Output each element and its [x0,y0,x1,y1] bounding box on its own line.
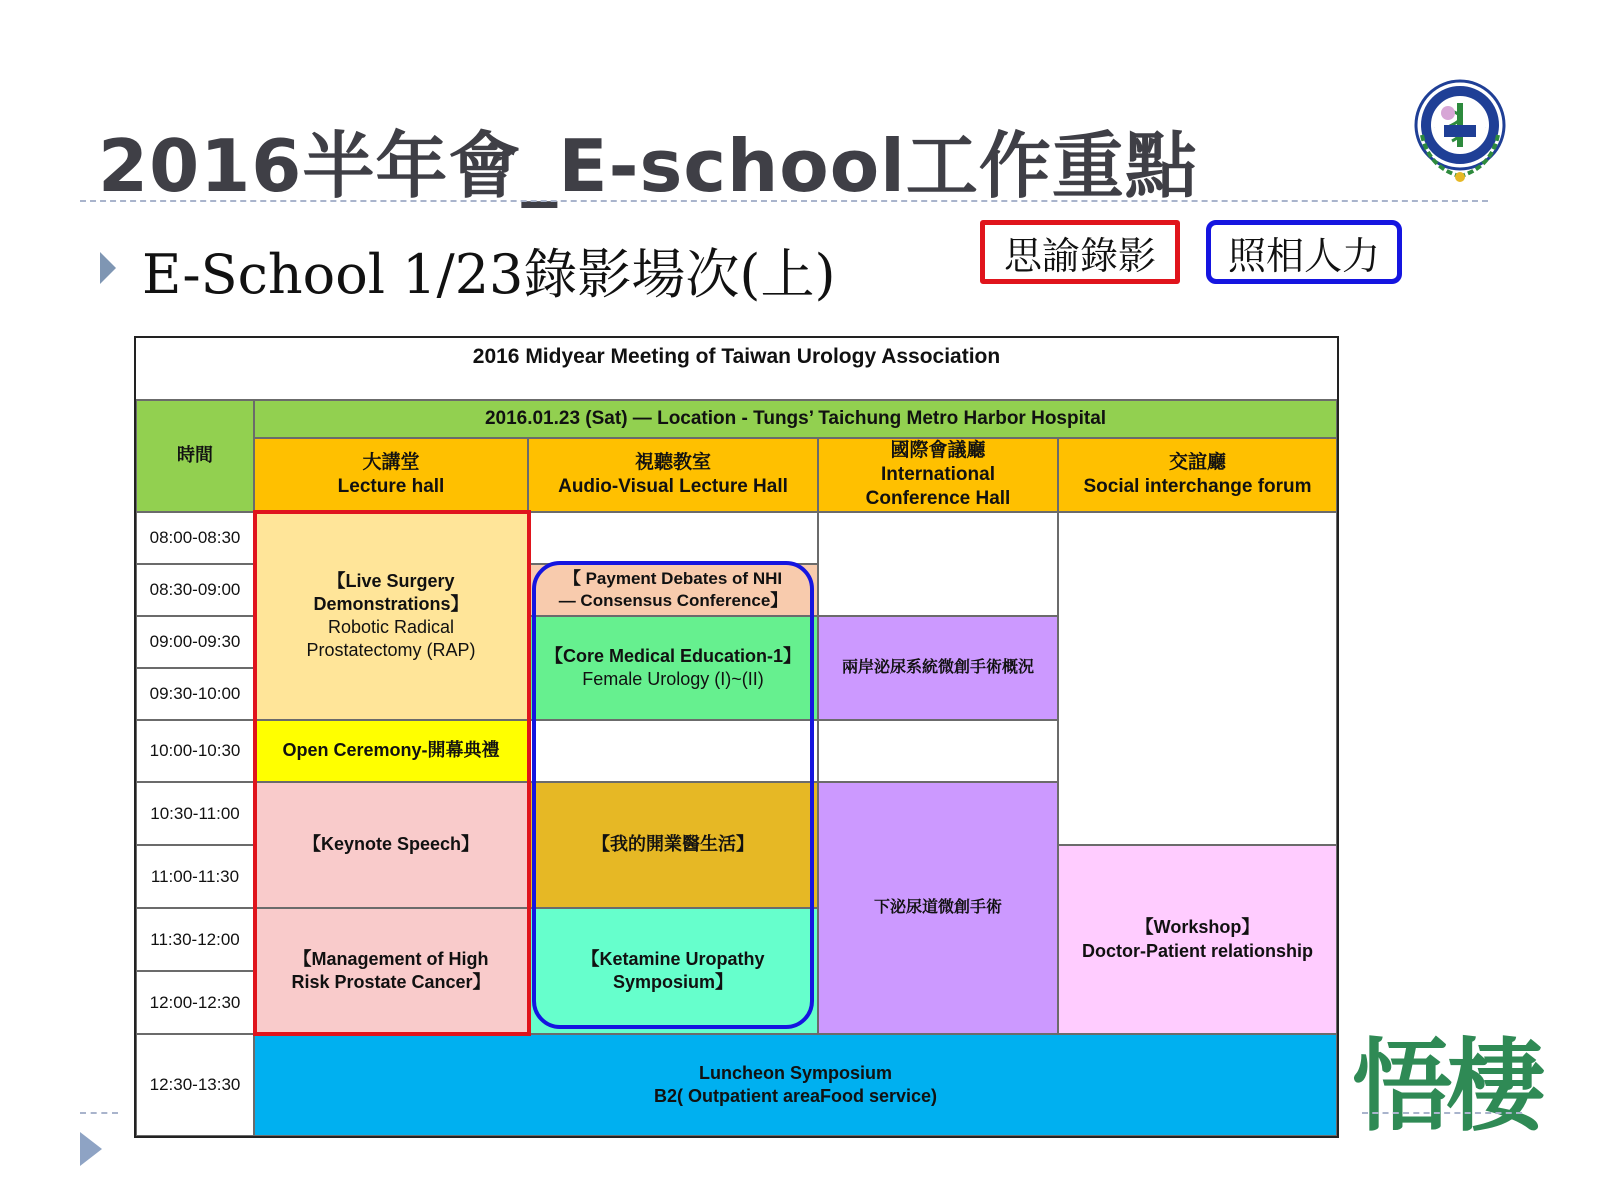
time-slot-text: 09:30-10:00 [149,684,241,704]
time-slot-text: 11:00-11:30 [150,866,240,886]
time-slot-text: 12:30-13:30 [149,1075,241,1095]
venue-lecture-hall [254,438,528,512]
time-slot [136,720,254,782]
time-header [136,400,254,512]
venue-zh: 視聽教室 [634,451,711,473]
venue-en: Social interchange forum [1083,476,1312,497]
tua-logo-icon [1412,75,1508,191]
time-slot [136,908,254,971]
venue-social-forum [1058,438,1337,512]
legend-red-box [980,220,1180,284]
session-subtitle: B2( Outpatient areaFood service) [653,1086,938,1106]
time-slot-text: 09:00-09:30 [149,632,241,652]
empty-cell [818,512,1058,616]
legend-blue-box [1206,220,1402,284]
time-slot [136,564,254,616]
venue-av-hall [528,438,818,512]
session-workshop [1058,845,1337,1034]
time-slot [136,512,254,564]
venue-en: Lecture hall [337,476,445,497]
slide-subtitle: E-School 1/23錄影場次(上) [142,243,836,306]
session-title: 【Core Medical Education-1】 [544,645,802,666]
session-core-medical [528,616,818,720]
legend-red-label: 思諭錄影 [1003,233,1156,278]
time-slot-text: 10:00-10:30 [149,741,241,761]
time-slot [136,1034,254,1136]
session-title: 【Management of High Risk Prostate Cancer】 [291,948,491,992]
session-payment-debates [528,564,818,616]
venue-zh: 大講堂 [362,451,420,473]
time-slot-text: 11:30-12:00 [150,929,240,949]
venue-en: International Conference Hall [865,463,1011,510]
footer-divider-right [1362,1112,1522,1114]
venue-zh: 國際會議廳 [890,439,986,461]
time-slot-text: 08:00-08:30 [149,528,241,548]
time-slot [136,971,254,1034]
session-my-practice [528,782,818,908]
session-title: Open Ceremony-開幕典禮 [282,740,500,761]
slide-title: 2016半年會_E-school工作重點 [98,124,1198,208]
venue-en: Audio-Visual Lecture Hall [558,476,788,497]
empty-cell [818,720,1058,782]
session-keynote [254,782,528,908]
venue-international-hall [818,438,1058,512]
date-location-text: 2016.01.23 (Sat) — Location - Tungs’ Taichung Metro Harbor Hospital [484,407,1107,429]
time-slot-text: 10:30-11:00 [150,803,240,823]
watermark-text: 悟棲 [1352,1027,1540,1145]
footer-divider-left [80,1112,118,1114]
date-location-banner [254,400,1337,438]
session-high-risk [254,908,528,1034]
session-title: 【Keynote Speech】 [302,834,480,855]
title-divider [80,200,1488,202]
time-slot-text: 12:00-12:30 [149,992,241,1012]
time-header-text: 時間 [177,445,213,466]
session-title: 下泌尿道微創手術 [873,898,1002,916]
time-slot [136,782,254,845]
session-subtitle: Robotic Radical Prostatectomy (RAP) [306,617,476,661]
empty-cell [528,512,818,564]
session-title: 【 Payment Debates of NHI— Consensus Conference】 [558,569,788,610]
session-title: 【Live Surgery Demonstrations】 [313,570,469,614]
session-title: Luncheon Symposium [698,1062,893,1083]
schedule-title [136,338,1337,400]
venue-zh: 交誼廳 [1168,451,1226,473]
empty-cell [1058,512,1337,845]
bullet-arrow-icon [100,252,116,284]
session-lower-urinary [818,782,1058,1034]
session-title: 【Workshop】 [1135,917,1260,938]
time-slot-text: 08:30-09:00 [149,580,241,600]
session-cross-strait [818,616,1058,720]
time-slot [136,616,254,668]
session-subtitle: Female Urology (I)~(II) [582,669,764,689]
session-luncheon [254,1034,1337,1136]
time-slot [136,845,254,908]
schedule-title-text: 2016 Midyear Meeting of Taiwan Urology Association [472,345,1001,368]
session-title: 【我的開業醫生活】 [592,834,754,855]
session-ketamine [528,908,818,1034]
next-slide-arrow-icon[interactable] [80,1132,102,1166]
empty-cell [528,720,818,782]
session-open-ceremony [254,720,528,782]
session-live-surgery [254,512,528,720]
session-subtitle: Doctor-Patient relationship [1081,940,1314,961]
session-title: 兩岸泌尿系統微創手術概況 [841,658,1034,676]
session-title: 【Ketamine Uropathy Symposium】 [581,948,765,992]
schedule-table [134,336,1339,1138]
legend-blue-label: 照相人力 [1227,233,1380,278]
time-slot [136,668,254,720]
